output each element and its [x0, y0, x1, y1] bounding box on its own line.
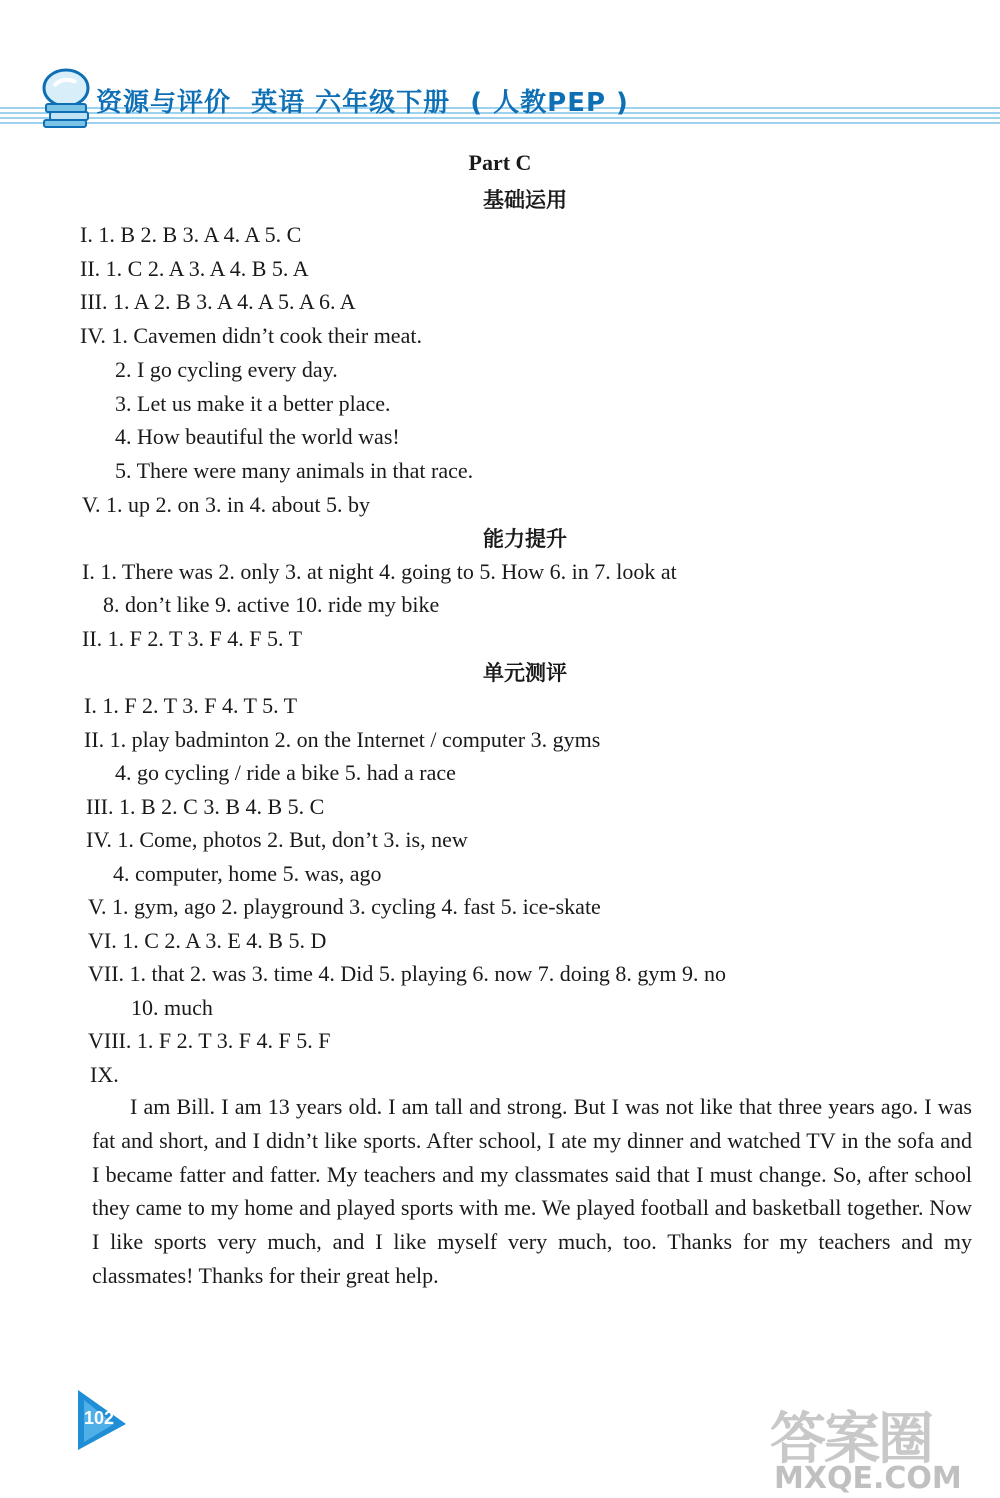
answer-line: I. 1. There was 2. only 3. at night 4. going to 5. How 6. in 7. look at — [82, 559, 677, 584]
answer-line: V. 1. up 2. on 3. in 4. about 5. by — [82, 492, 371, 517]
answer-line: I. 1. B 2. B 3. A 4. A 5. C — [80, 222, 302, 247]
book-subject: 英语 六年级下册 — [251, 88, 451, 118]
answer-line: II. 1. play badminton 2. on the Internet / computer 3. gyms — [84, 727, 601, 752]
book-stack-icon — [40, 66, 96, 130]
answer-line: III. 1. A 2. B 3. A 4. A 5. A 6. A — [80, 289, 356, 314]
book-series: 资源与评价 — [96, 88, 232, 118]
answer-line: II. 1. C 2. A 3. A 4. B 5. A — [80, 256, 309, 281]
section-heading-part-c: Part C — [468, 150, 532, 175]
answer-line: II. 1. F 2. T 3. F 4. F 5. T — [82, 626, 303, 651]
answer-line: 3. Let us make it a better place. — [115, 391, 391, 416]
answer-line: III. 1. B 2. C 3. B 4. B 5. C — [86, 794, 325, 819]
answer-line: VIII. 1. F 2. T 3. F 4. F 5. F — [88, 1028, 331, 1053]
answer-line: IV. 1. Cavemen didn’t cook their meat. — [80, 323, 422, 348]
book-edition: ( 人教PEP ) — [470, 88, 629, 118]
watermark-url: MXQE.COM — [774, 1461, 962, 1496]
page-header — [0, 60, 1000, 150]
page-number: 102 — [84, 1408, 115, 1428]
section-heading-advanced: 能力提升 — [483, 527, 567, 551]
answer-line: 4. How beautiful the world was! — [115, 424, 400, 449]
answer-line: 10. much — [131, 995, 213, 1020]
essay-paragraph: I am Bill. I am 13 years old. I am tall and strong. But I was not like that three years ago. I was fat and short, and I didn’t like sports. After school, I ate my dinner and watched TV in the sofa and I became fatter and fatter. My teachers and my classmates said that I must change. So, after school they came to my home and played sports with me. We played football and basketball together. Now I like sports very much, and I like myself very much, too. Thanks for my teachers and my classmates! Thanks for their great help. — [92, 1094, 972, 1288]
answer-line: VI. 1. C 2. A 3. E 4. B 5. D — [88, 928, 327, 953]
watermark — [770, 1395, 995, 1495]
section-heading-basic: 基础运用 — [483, 188, 567, 212]
watermark-text: 答案圈 — [770, 1407, 932, 1472]
answer-line: VII. 1. that 2. was 3. time 4. Did 5. playing 6. now 7. doing 8. gym 9. no — [88, 961, 726, 986]
answer-line: V. 1. gym, ago 2. playground 3. cycling 4. fast 5. ice-skate — [88, 894, 601, 919]
answer-line: 5. There were many animals in that race. — [115, 458, 474, 483]
answer-line: 2. I go cycling every day. — [115, 357, 338, 382]
section-heading-unit-test: 单元测评 — [483, 661, 567, 685]
answer-line: 4. go cycling / ride a bike 5. had a race — [115, 760, 456, 785]
answer-line: I. 1. F 2. T 3. F 4. T 5. T — [84, 693, 298, 718]
book-title — [96, 82, 639, 119]
answer-line: IV. 1. Come, photos 2. But, don’t 3. is, new — [86, 827, 468, 852]
answer-line: 8. don’t like 9. active 10. ride my bike — [103, 592, 440, 617]
answer-line: IX. — [90, 1062, 119, 1087]
answer-line: 4. computer, home 5. was, ago — [113, 861, 382, 886]
